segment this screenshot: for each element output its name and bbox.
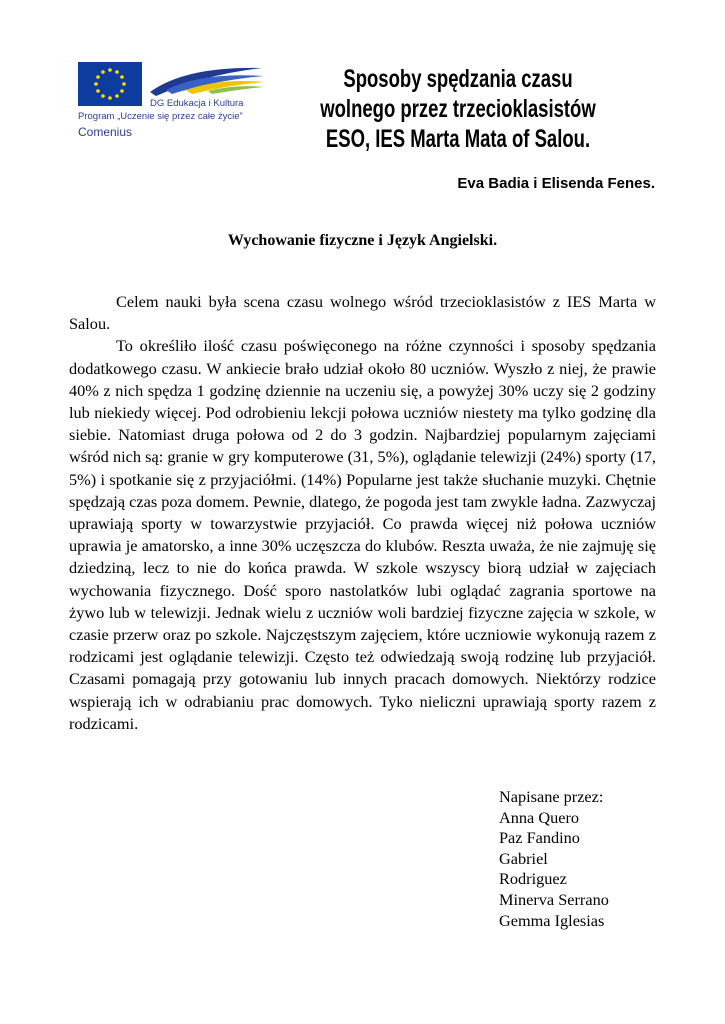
signature-name: Anna Quero [499,807,580,827]
signature-name: Rodriguez [499,869,567,889]
document-title: Sposoby spędzania czasu wolnego przez trzecioklasistów ESO, IES Marta Mata of Salou. [320,65,596,153]
body-text [69,291,656,735]
signature-name: Minerva Serrano [499,889,609,909]
authors: Eva Badia i Elisenda Fenes. [457,175,655,192]
paragraph: Celem nauki była scena czasu wolnego wśród trzecioklasistów z IES Marta w Salou. [69,292,656,334]
dg-label: DG Edukacja i Kultura [150,98,244,109]
signature-name: Paz Fandino [499,828,580,848]
signature-label: Napisane przez: [499,787,604,806]
comenius-label: Comenius [78,125,133,139]
paragraph: To określiło ilość czasu poświęconego na różne czynności i sposoby spędzania dodatkowego czasu. W ankiecie brało udział około 80 uczniów. Wyszło z niej, że prawie 40% z nich spędza 1 godzinę dziennie na uczeniu się, a powyżej 30% uczy się 2 godziny lub niekiedy więcej. Pod odrobieniu lekcji połowa uczniów niestety ma tylko godzinę dla siebie. Natomiast druga połowa od 2 do 3 godzin. Najbardziej popularnym zajęciami wśród nich są: granie w gry komputerowe (31, 5%), oglądanie telewizji (24%) sporty (17, 5%) i spotkanie się z przyjaciółmi. (14%) Popularne jest także słuchanie muzyki. Chętnie spędzają czas poza domem. Pewnie, dlatego, że pogoda jest tam zwykle ładna. Zazwyczaj uprawiają sporty w towarzystwie przyjaciół. Co prawda więcej niż połowa uczniów uprawia je amatorsko, a inne 30% uczęszcza do klubów. Reszta uważa, że nie zajmuję się dziedziną, lecz to nie do końca prawda. W szkole wszyscy biorą udział w zajęciach wychowania fizycznego. Dość sporo nastolatków lubi oglądać zagrania sportowe na żywo lub w telewizji. Jednak wielu z uczniów woli bardziej fizyczne zajęcia w szkole, w czasie przerw oraz po szkole. Najczęstszym zajęciem, które uczniowie wykonują razem z rodzicami jest oglądanie telewizji. Często też odwiedzają swoją rodzinę lub przyjaciół. Czasami pomagają przy gotowaniu lub innych pracach domowych. Niektórzy rodzice wspierają ich w odrabianiu prac domowych. Tyko nieliczni uprawiają sporty razem z rodzicami. [69,336,656,733]
program-label: Program „Uczenie się przez całe życie” [78,111,243,122]
eu-flag-icon [78,62,142,106]
comenius-logo [78,60,268,145]
signature-name: Gemma Iglesias [499,910,605,930]
signature-block [499,787,609,931]
swoosh-icon [146,60,266,100]
signature-name: Gabriel [499,848,548,868]
subject-heading: Wychowanie fizyczne i Język Angielski. [227,232,498,249]
